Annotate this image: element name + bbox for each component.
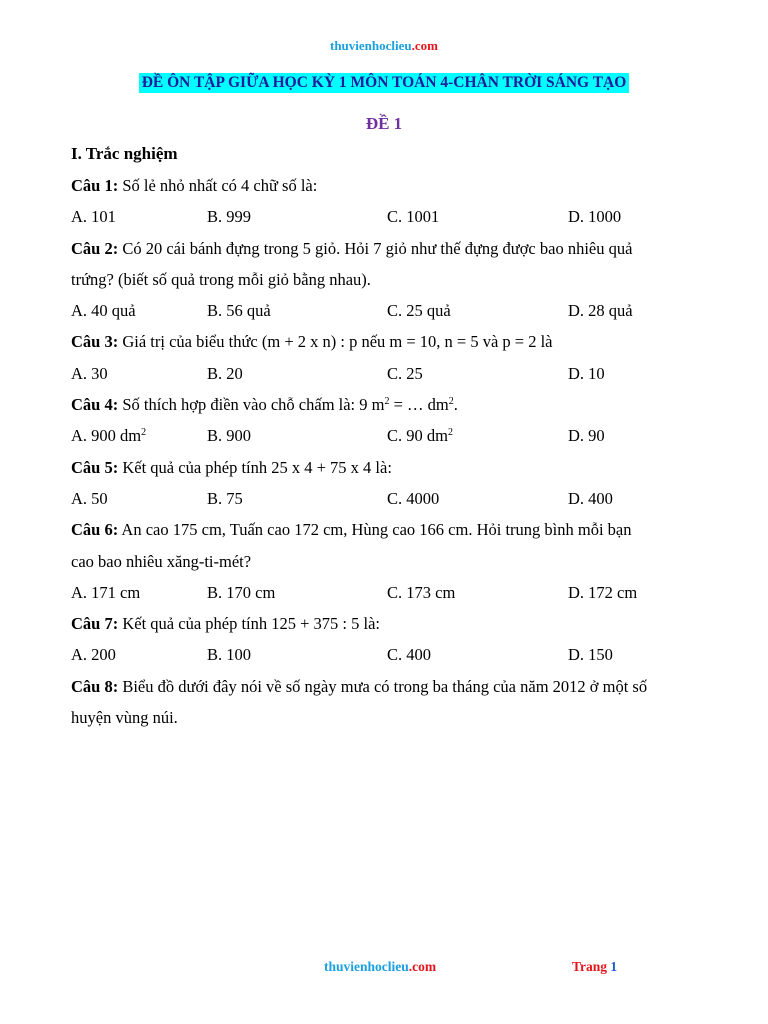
- option-a: A. 900 $dm^2$: [71, 426, 147, 446]
- option-c: C. 90 $dm^2$: [387, 426, 453, 446]
- question-6-continued: cao bao nhiêu xăng-ti-mét?: [71, 551, 252, 571]
- option-b: B. 170 cm: [207, 582, 276, 602]
- answer-options: [71, 295, 691, 326]
- option-b: B. 900: [207, 426, 252, 446]
- option-c: C. 25: [387, 363, 423, 383]
- option-d: D. 172 cm: [568, 582, 638, 602]
- option-d: D. 150: [568, 645, 613, 665]
- option-c: C. 1001: [387, 207, 440, 227]
- option-d: D. 400: [568, 488, 613, 508]
- exam-number: ĐỀ 1: [365, 114, 403, 133]
- header-site-link[interactable]: thuvienhoclieu.com: [330, 38, 438, 53]
- option-a: A. 50: [71, 488, 108, 508]
- question-3: Câu 3: Giá trị của biểu thức (m + 2 x n) : p nếu m = 10, n = 5 và p = 2 là: [71, 332, 553, 352]
- question-1: Câu 1: Số lẻ nhỏ nhất có 4 chữ số là:: [71, 176, 318, 195]
- option-d: D. 10: [568, 363, 605, 383]
- answer-options: [71, 483, 691, 514]
- answer-options: [71, 358, 691, 389]
- question-8: Câu 8: Biểu đồ dưới đây nói về số ngày mưa có trong ba tháng của năm 2012 ở một số: [71, 676, 648, 696]
- answer-options: [71, 577, 691, 608]
- option-d: D. 90: [568, 426, 605, 446]
- option-b: B. 100: [207, 645, 252, 665]
- section-heading: I. Trắc nghiệm: [71, 144, 178, 163]
- page-number: Trang 1: [572, 959, 618, 974]
- option-b: B. 75: [207, 488, 243, 508]
- question-4: Câu 4: Số thích hợp điền vào chỗ chấm là: 9 $m^2$ = … $dm^2$.: [71, 395, 458, 415]
- option-b: B. 56 quả: [207, 301, 271, 321]
- option-a: A. 30: [71, 363, 108, 383]
- footer-site-link[interactable]: thuvienhoclieu.com: [324, 959, 437, 974]
- question-5: Câu 5: Kết quả của phép tính 25 x 4 + 75 x 4 là:: [71, 457, 392, 477]
- question-2-continued: trứng? (biết số quả trong mỗi giỏ bằng nhau).: [71, 269, 371, 289]
- option-d: D. 28 quả: [568, 301, 633, 321]
- question-8-continued: huyện vùng núi.: [71, 708, 178, 728]
- answer-options: [71, 420, 691, 451]
- option-a: A. 200: [71, 645, 116, 665]
- option-b: B. 20: [207, 363, 243, 383]
- option-c: C. 4000: [387, 488, 440, 508]
- question-list: [71, 170, 691, 733]
- option-c: C. 25 quả: [387, 301, 451, 321]
- question-6: Câu 6: An cao 175 cm, Tuấn cao 172 cm, Hùng cao 166 cm. Hỏi trung bình mỗi bạn: [71, 520, 632, 540]
- document-title: ĐỀ ÔN TẬP GIỮA HỌC KỲ 1 MÔN TOÁN 4-CHÂN TRỜI SÁNG TẠO: [139, 73, 630, 93]
- option-d: D. 1000: [568, 207, 622, 227]
- option-b: B. 999: [207, 207, 252, 227]
- option-a: A. 101: [71, 207, 116, 227]
- option-c: C. 173 cm: [387, 582, 456, 602]
- option-a: A. 40 quả: [71, 301, 136, 321]
- question-2: Câu 2: Có 20 cái bánh đựng trong 5 giỏ. Hỏi 7 giỏ như thế đựng được bao nhiêu quả: [71, 238, 633, 258]
- answer-options: [71, 201, 691, 232]
- option-a: A. 171 cm: [71, 582, 141, 602]
- question-7: Câu 7: Kết quả của phép tính 125 + 375 : 5 là:: [71, 614, 381, 634]
- answer-options: [71, 639, 691, 670]
- option-c: C. 400: [387, 645, 432, 665]
